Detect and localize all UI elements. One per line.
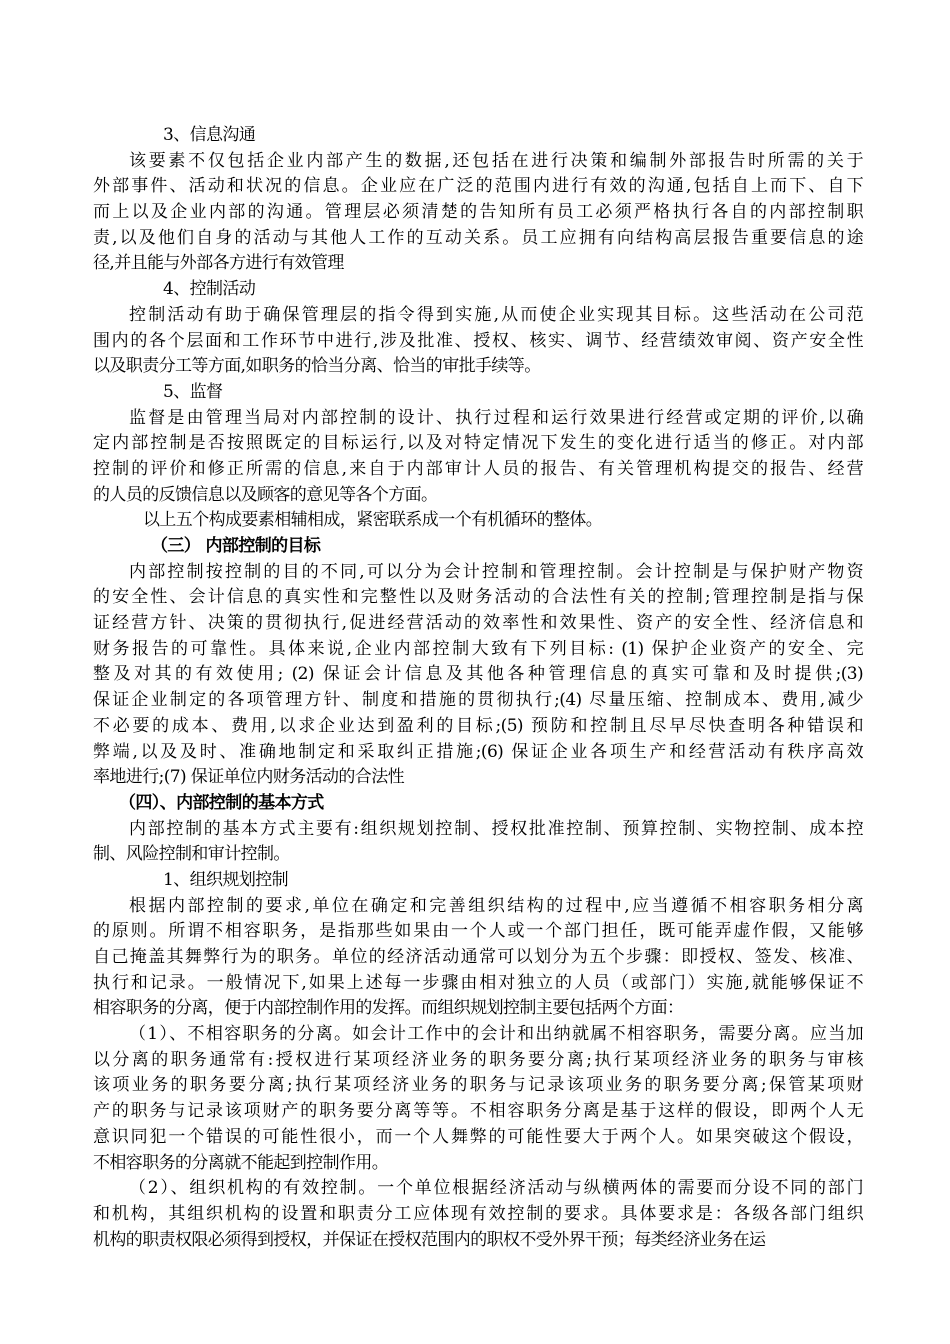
p-goal-line: 不必要的成本、费用,以求企业达到盈利的目标;(5) 预防和控制且尽早尽快查明各种错误和 — [93, 715, 863, 736]
p-goal-line: 保证企业制定的各项管理方针、制度和措施的贯彻执行;(4) 尽量压缩、控制成本、费用,减少 — [93, 690, 863, 711]
section-heading-4: （四）、内部控制的基本方式 — [119, 792, 324, 813]
p-org-line: 自己掩盖其舞弊行为的职务。单位的经济活动通常可以划分为五个步骤：即授权、签发、核准、 — [93, 947, 863, 967]
p-org-line: 的原则。所谓不相容职务，是指那些如果由一个人或一个部门担任，既可能弄虚作假，又能够 — [93, 921, 863, 942]
p-ctrl-line: 围内的各个层面和工作环节中进行,涉及批准、授权、核实、调节、经营绩效审阅、资产安全性 — [93, 330, 863, 351]
p-supv-line: 监督是由管理当局对内部控制的设计、执行过程和运行效果进行经营或定期的评价,以确 — [129, 407, 863, 428]
p-org2-line: 机构的职责权限必须得到授权，并保证在授权范围内的职权不受外界干预；每类经济业务在运 — [93, 1229, 766, 1250]
p-goal-line: 的安全性、会计信息的真实性和完整性以及财务活动的合法性有关的控制;管理控制是指与保 — [93, 587, 863, 608]
p-org2-line: 和机构，其组织机构的设置和职责分工应体现有效控制的要求。具体要求是：各级各部门组织 — [93, 1203, 863, 1224]
p-sep-line: 该项业务的职务要分离;执行某项经济业务的职务与记录该项业务的职务要分离;保管某项财 — [93, 1075, 863, 1096]
p-sep-line: 产的职务与记录该项财产的职务要分离等等。不相容职务分离是基于这样的假设，即两个人无 — [93, 1101, 863, 1122]
h-ctrl-subheading: 4、控制活动 — [163, 279, 256, 300]
h-info-subheading: 3、信息沟通 — [163, 125, 256, 145]
p-ctrl-line: 以及职责分工等方面,如职务的恰当分离、恰当的审批手续等。 — [93, 356, 541, 377]
section-heading-3: （三） 内部控制的目标 — [151, 536, 321, 556]
p-supv-line: 的人员的反馈信息以及顾客的意见等各个方面。 — [93, 484, 438, 505]
p-sep-line: 以分离的职务通常有:授权进行某项经济业务的职务要分离;执行某项经济业务的职务与审核 — [93, 1049, 863, 1070]
p-org-line: 执行和记录。一般情况下,如果上述每一步骤由相对独立的人员（或部门）实施,就能够保证不 — [93, 972, 863, 993]
h-org-subheading: 1、组织规划控制 — [163, 869, 289, 890]
summary-line: 以上五个构成要素相辅相成，紧密联系成一个有机循环的整体。 — [143, 510, 603, 531]
p-goal-line: 整及对其的有效使用; (2) 保证会计信息及其他各种管理信息的真实可靠和及时提供;(3) — [93, 664, 863, 685]
p-org-line: 相容职务的分离，便于内部控制作用的发挥。而组织规划控制主要包括两个方面： — [93, 998, 684, 1019]
p-ctrl-line: 控制活动有助于确保管理层的指令得到实施,从而使企业实现其目标。这些活动在公司范 — [129, 304, 863, 325]
p-mode-line: 制、风险控制和审计控制。 — [93, 844, 290, 865]
p-mode-line: 内部控制的基本方式主要有:组织规划控制、授权批准控制、预算控制、实物控制、成本控 — [129, 818, 863, 839]
p-sep-line: 意识同犯一个错误的可能性很小，而一个人舞弊的可能性要大于两个人。如果突破这个假设， — [93, 1126, 863, 1147]
p-goal-line: 率地进行;(7) 保证单位内财务活动的合法性 — [93, 767, 405, 788]
p-info-line: 责,以及他们自身的活动与其他人工作的互动关系。员工应拥有向结构高层报告重要信息的途 — [93, 227, 863, 248]
p-goal-line: 证经营方针、决策的贯彻执行,促进经营活动的效率性和效果性、资产的安全性、经济信息和 — [93, 613, 863, 634]
p-org2-line: （2）、组织机构的有效控制。一个单位根据经济活动与纵横两体的需要而分设不同的部门 — [129, 1178, 863, 1199]
p-info-line: 该要素不仅包括企业内部产生的数据,还包括在进行决策和编制外部报告时所需的关于 — [129, 150, 863, 171]
p-info-line: 外部事件、活动和状况的信息。企业应在广泛的范围内进行有效的沟通,包括自上而下、自下 — [93, 176, 863, 197]
document-body — [93, 123, 863, 1253]
p-goal-line: 财务报告的可靠性。具体来说,企业内部控制大致有下列目标: (1) 保护企业资产的安全、完 — [93, 638, 863, 659]
p-sep-line: （1）、不相容职务的分离。如会计工作中的会计和出纳就属不相容职务，需要分离。应当加 — [129, 1024, 863, 1045]
p-supv-line: 定内部控制是否按照既定的目标运行,以及对特定情况下发生的变化进行适当的修正。对内部 — [93, 433, 863, 454]
h-supv-subheading: 5、监督 — [163, 381, 223, 402]
p-supv-line: 控制的评价和修正所需的信息,来自于内部审计人员的报告、有关管理机构提交的报告、经营 — [93, 458, 863, 479]
p-info-line: 而上以及企业内部的沟通。管理层必须清楚的告知所有员工必须严格执行各自的内部控制职 — [93, 202, 863, 223]
p-info-line: 径,并且能与外部各方进行有效管理 — [93, 253, 344, 274]
p-org-line: 根据内部控制的要求,单位在确定和完善组织结构的过程中,应当遵循不相容职务相分离 — [129, 895, 863, 916]
p-goal-line: 内部控制按控制的目的不同,可以分为会计控制和管理控制。会计控制是与保护财产物资 — [129, 561, 863, 582]
p-sep-line: 不相容职务的分离就不能起到控制作用。 — [93, 1152, 389, 1173]
p-goal-line: 弊端,以及及时、准确地制定和采取纠正措施;(6) 保证企业各项生产和经营活动有秩序高效 — [93, 741, 863, 762]
